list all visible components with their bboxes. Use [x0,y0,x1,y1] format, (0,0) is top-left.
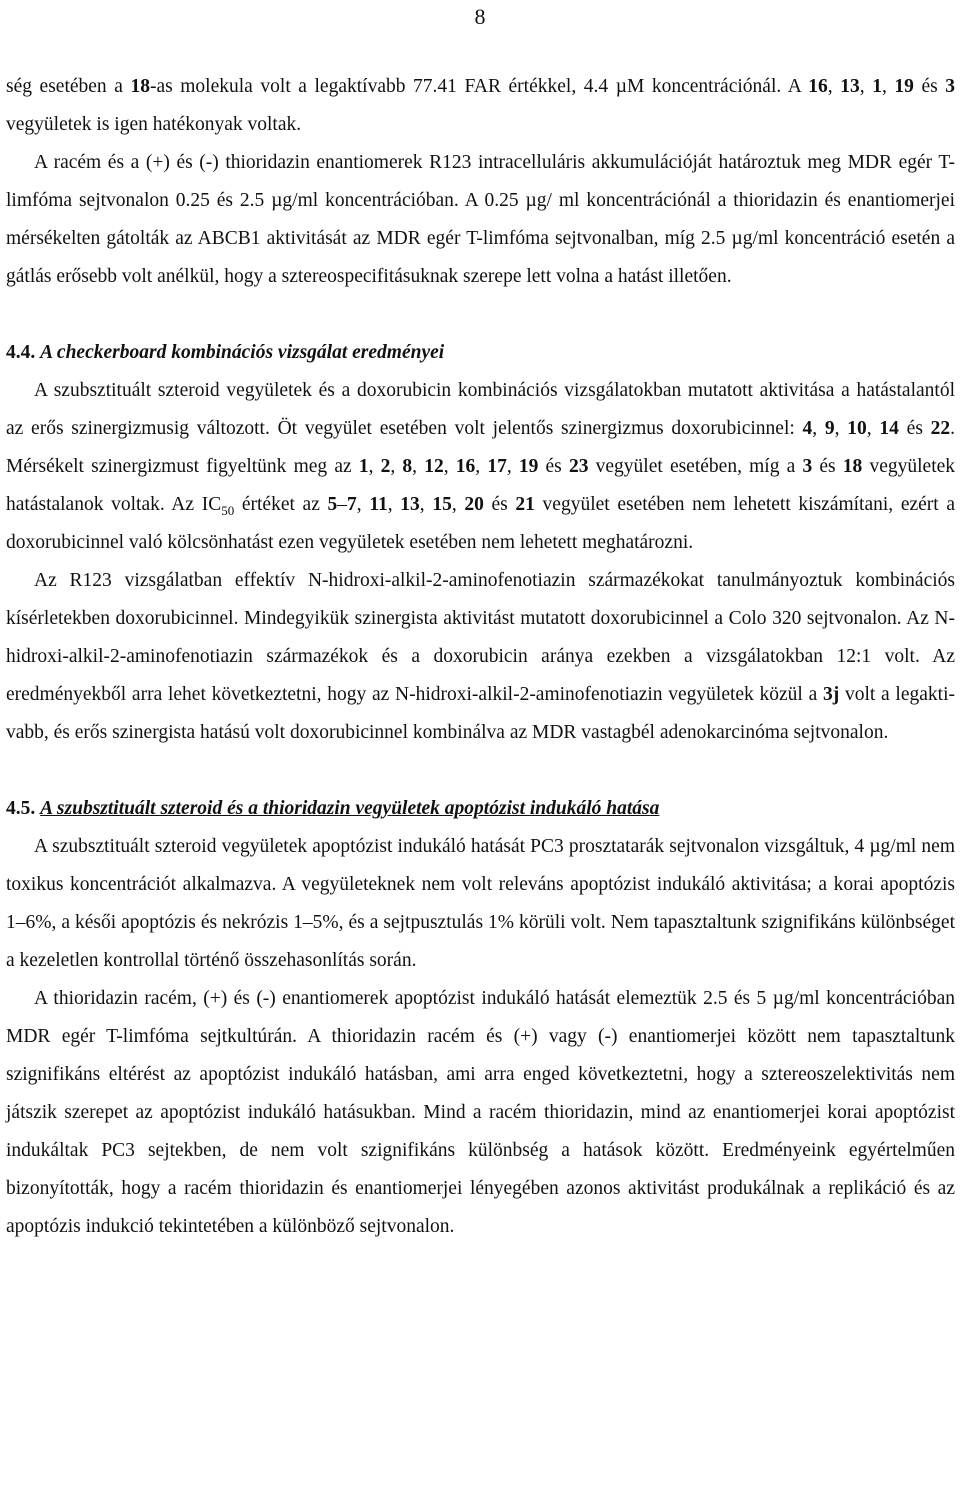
text-run: , [827,76,841,97]
compound-number: 7 [347,494,357,515]
text-run: , [443,456,456,477]
compound-number: 19 [894,76,914,97]
compound-number: 18 [130,76,150,97]
text-run: , [475,456,488,477]
compound-number: 11 [369,494,388,515]
compound-number: 4 [802,418,813,439]
compound-number: 5 [327,494,338,515]
text-run: értéket az [234,494,328,515]
paragraph-thioridazin-apoptosis [6,980,955,1246]
compound-number: 13 [400,494,420,515]
text-run: , [506,456,519,477]
text-run: vegyületek hatástalanok voltak. Az IC [6,456,956,515]
compound-number: 15 [432,494,452,515]
compound-number: 3 [802,456,813,477]
compound-number: 18 [842,456,863,477]
document-body [6,68,955,1246]
compound-number: 3 [945,76,956,97]
text-run: vegyület esetében nem lehetett kiszámítani, ezért a doxorubicinnel való kölcsönhatást ezen vegyületek esetében nem lehetett meghatározni. [6,494,956,553]
compound-number: 22 [930,418,951,439]
text-run: , [387,494,401,515]
compound-number: 2 [380,456,391,477]
section-spacer [6,296,955,334]
text-run: A szubsztituált szteroid vegyületek és a doxorubicin kombinációs vizsgálatokban mutatott aktivitása a hatástalantól az erős szinergizmusig változott. Öt vegyület esetében volt jelentős szinergizmus doxorubicinnel: [6,380,955,439]
paragraph-compound-activity [6,68,955,144]
text-run: A racém és a (+) és (-) thioridazin enantiomerek R123 intracelluláris akkumulációját határoztuk meg MDR egér T-limfóma sejtvonalon 0.25 és 2.5 µg/ml koncentrációban. A 0.25 µg/ ml koncentrációnál a thioridazin és enantiomerjei mérsékelten gátolták az ABCB1 aktivitását az MDR egér T-limfóma sejtvonalban, míg 2.5 µg/ml koncentráció esetén a gátlás erősebb volt anélkül, hogy a sztereospecifitásuknak szerepe lett volna a hatást illetően. [6,152,955,287]
text-run: , [368,456,381,477]
compound-number: 9 [824,418,835,439]
text-run: , [812,418,825,439]
text-run: , [451,494,465,515]
text-run: , [356,494,370,515]
text-run: , [412,456,425,477]
text-run: volt a legaktivabb, és erős szinergista hatású volt doxorubicinnel kombinálva az MDR vastagbél adenokarcinóma sejtvonalon. [6,684,955,743]
compound-number: 8 [402,456,413,477]
compound-number: 17 [487,456,507,477]
paragraph-checkerboard-results [6,372,955,562]
text-run: és [538,456,569,477]
compound-number: 23 [568,456,589,477]
section-spacer [6,752,955,790]
section-heading-4-4 [6,334,955,372]
text-run: . Mérsékelt szinergizmust figyeltünk meg az [6,418,956,477]
section-number: 4.4. [6,342,36,363]
subscript: 50 [221,502,235,518]
compound-number: 19 [518,456,539,477]
text-run: , [390,456,403,477]
compound-number: 16 [808,76,828,97]
section-number: 4.5. [6,798,36,819]
compound-number: 3j [822,684,840,705]
compound-number: 14 [879,418,899,439]
text-run: Az R123 vizsgálatban effektív N-hidroxi-alkil-2-aminofenotiazin származékokat tanulmányoztuk kombinációs kísérletekben doxorubicinnel. Mindegyikük szinergista aktivitást mutatott doxorubicinnel a Colo 320 sejtvonalon. Az N-hidroxi-alkil-2-aminofenotiazin származékok és a doxorubicin aránya ezekben a vizsgálatokban 12:1 volt. Az eredményekből arra lehet következtetni, hogy az N-hidroxi-alkil-2-aminofenotiazin vegyületek közül a [6,570,955,705]
compound-number: 12 [424,456,444,477]
compound-number: 13 [840,76,860,97]
text-run: A szubsztituált szteroid vegyületek apoptózist indukáló hatását PC3 prosztatarák sejtvonalon vizsgáltuk, 4 µg/ml nem toxikus koncentrációt alkalmazva. A vegyületeknek nem volt releváns apoptózist indukáló aktivitása; a korai apoptózis 1–6%, a késői apoptózis és nekrózis 1–5%, és a sejtpusztulás 1% körüli volt. Nem tapasztaltunk szignifikáns különbséget a kezeletlen kontrollal történő összehasonlítás során. [6,836,955,971]
text-run: – [337,494,348,515]
text-run: és [913,76,946,97]
compound-number: 21 [515,494,535,515]
text-run: és [483,494,516,515]
text-run: vegyületek is igen hatékonyak voltak. [6,114,302,135]
compound-number: 16 [455,456,476,477]
text-run: vegyület esetében, míg a [588,456,803,477]
compound-number: 1 [872,76,882,97]
section-title: A checkerboard kombinációs vizsgálat eredményei [40,342,445,363]
text-run: és [812,456,843,477]
text-run: ség esetében a [6,76,131,97]
text-run: , [866,418,880,439]
text-run: , [881,76,895,97]
text-run: , [834,418,848,439]
compound-number: 20 [464,494,484,515]
paragraph-r123-combination [6,562,955,752]
text-run: A thioridazin racém, (+) és (-) enantiomerek apoptózist indukáló hatását elemeztük 2.5 és 5 µg/ml koncentrációban MDR egér T-limfóma sejtkultúrán. A thioridazin racém és (+) vagy (-) enantiomerjei között nem tapasztaltunk szignifikáns eltérést az apoptózist indukáló hatásban, ami arra enged következtetni, hogy a sztereoszelektivitás nem játszik szerepet az apoptózist indukáló hatásukban. Mind a racém thioridazin, mind az enantiomerjei korai apoptózist indukáltak PC3 sejtekben, de nem volt szignifikáns különbség a hatások között. Eredményeink egyértelműen bizonyították, hogy a racém thioridazin és enantiomerjei lényegében azonos aktivitást produkálnak a replikáció és az apoptózis indukció tekintetében a különböző sejtvonalon. [6,988,955,1237]
section-heading-4-5 [6,790,955,828]
section-title: A szubsztituált szteroid és a thioridazin vegyületek apoptózist indukáló hatása [40,798,660,819]
compound-number: 10 [847,418,867,439]
text-run: , [859,76,873,97]
text-run: , [419,494,433,515]
paragraph-thioridazin-r123 [6,144,955,296]
text-run: -as molekula volt a legaktívabb 77.41 FAR értékkel, 4.4 µM koncentrációnál. A [149,76,809,97]
paragraph-steroid-apoptosis [6,828,955,980]
page-number: 8 [474,4,486,29]
compound-number: 1 [358,456,369,477]
text-run: és [898,418,931,439]
